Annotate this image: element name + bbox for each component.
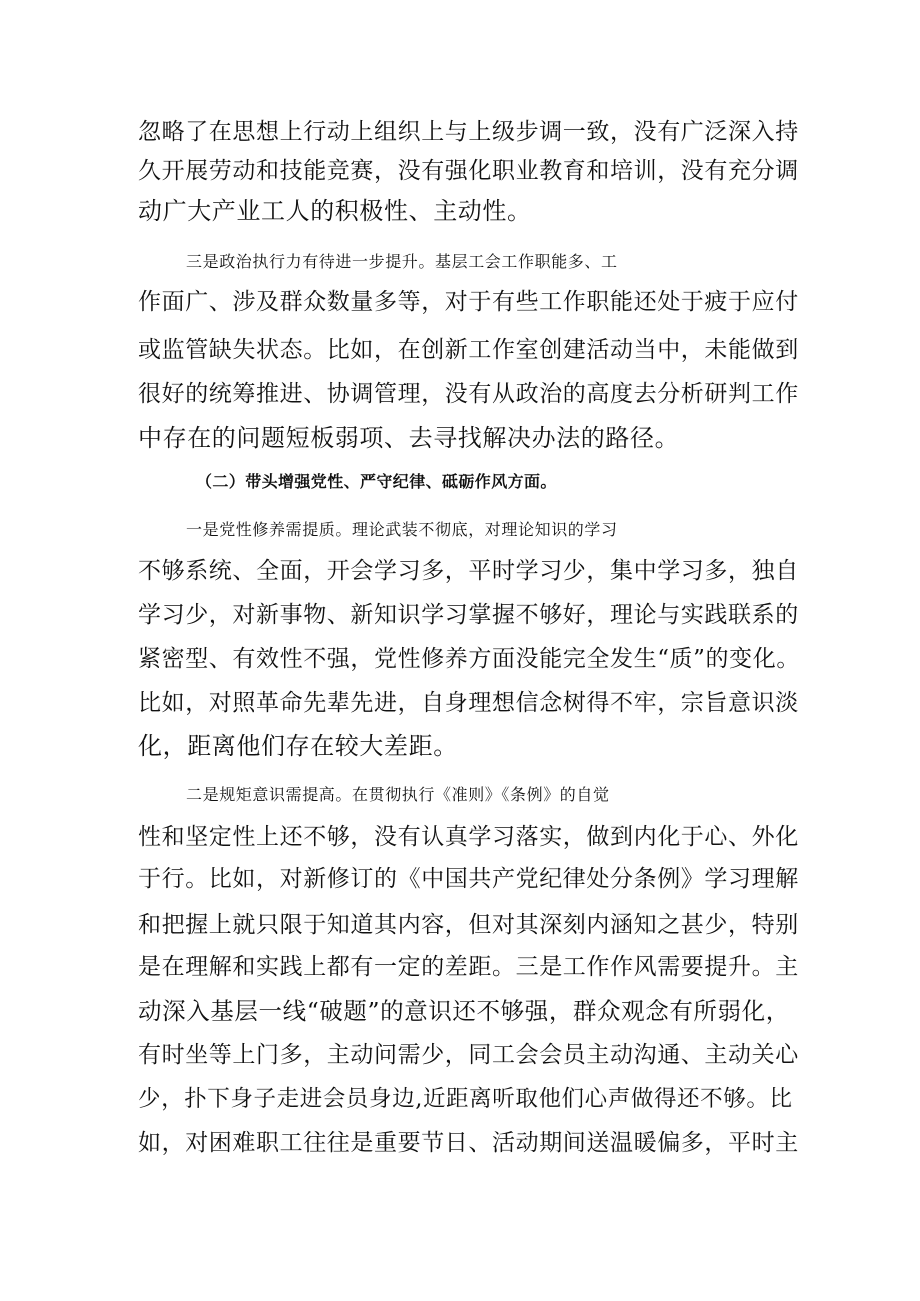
paragraph-first-line: 三是政治执行力有待进一步提升。基层工会工作职能多、工 (186, 252, 618, 271)
text-line: 中存在的问题短板弱项、去寻找解决办法的路径。 (138, 424, 680, 452)
text-line: 和把握上就只限于知道其内容，但对其深刻内涵知之甚少，特别 (138, 912, 799, 938)
text-line: 久开展劳动和技能竞赛，没有强化职业教育和培训，没有充分调 (138, 158, 799, 184)
text-line: 动广大产业工人的积极性、主动性。 (138, 197, 532, 225)
text-line: 忽略了在思想上行动上组织上与上级步调一致，没有广泛深入持 (138, 119, 799, 145)
text-line: 或监管缺失状态。比如，在创新工作室创建活动当中，未能做到 (138, 337, 799, 363)
text-line: 比如，对照革命先辈先进，自身理想信念树得不牢，宗旨意识淡 (138, 690, 799, 716)
text-line: 不够系统、全面，开会学习多，平时学习少，集中学习多，独自 (138, 558, 799, 584)
text-line: 有时坐等上门多，主动问需少，同工会会员主动沟通、主动关心 (138, 1042, 799, 1068)
text-line: 化，距离他们存在较大差距。 (138, 732, 458, 760)
text-line: 是在理解和实践上都有一定的差距。三是工作作风需要提升。主 (138, 954, 799, 980)
section-heading: （二）带头增强党性、严守纪律、砥砺作风方面。 (196, 472, 557, 491)
text-line: 动深入基层一线“破题”的意识还不够强，群众观念有所弱化， (138, 997, 790, 1025)
text-line: 紧密型、有效性不强，党性修养方面没能完全发生“质”的变化。 (138, 646, 800, 672)
text-line: 很好的统筹推进、协调管理，没有从政治的高度去分析研判工作 (138, 381, 799, 407)
text-line: 作面广、涉及群众数量多等，对于有些工作职能还处于疲于应付 (138, 289, 799, 315)
text-line: 于行。比如，对新修订的《中国共产党纪律处分条例》学习理解 (138, 866, 799, 892)
text-line: 学习少，对新事物、新知识学习掌握不够好，理论与实践联系的 (138, 602, 799, 628)
paragraph-first-line: 二是规矩意识需提高。在贯彻执行《准则》《条例》的自觉 (186, 785, 610, 804)
text-line: 性和坚定性上还不够，没有认真学习落实，做到内化于心、外化 (138, 824, 799, 850)
text-line: 如，对困难职工往往是重要节日、活动期间送温暖偏多，平时主 (138, 1130, 799, 1156)
paragraph-first-line: 一是党性修养需提质。理论武装不彻底，对理论知识的学习 (186, 520, 618, 539)
text-line: 少，扑下身子走进会员身边,近距离听取他们心声做得还不够。比 (138, 1086, 793, 1112)
